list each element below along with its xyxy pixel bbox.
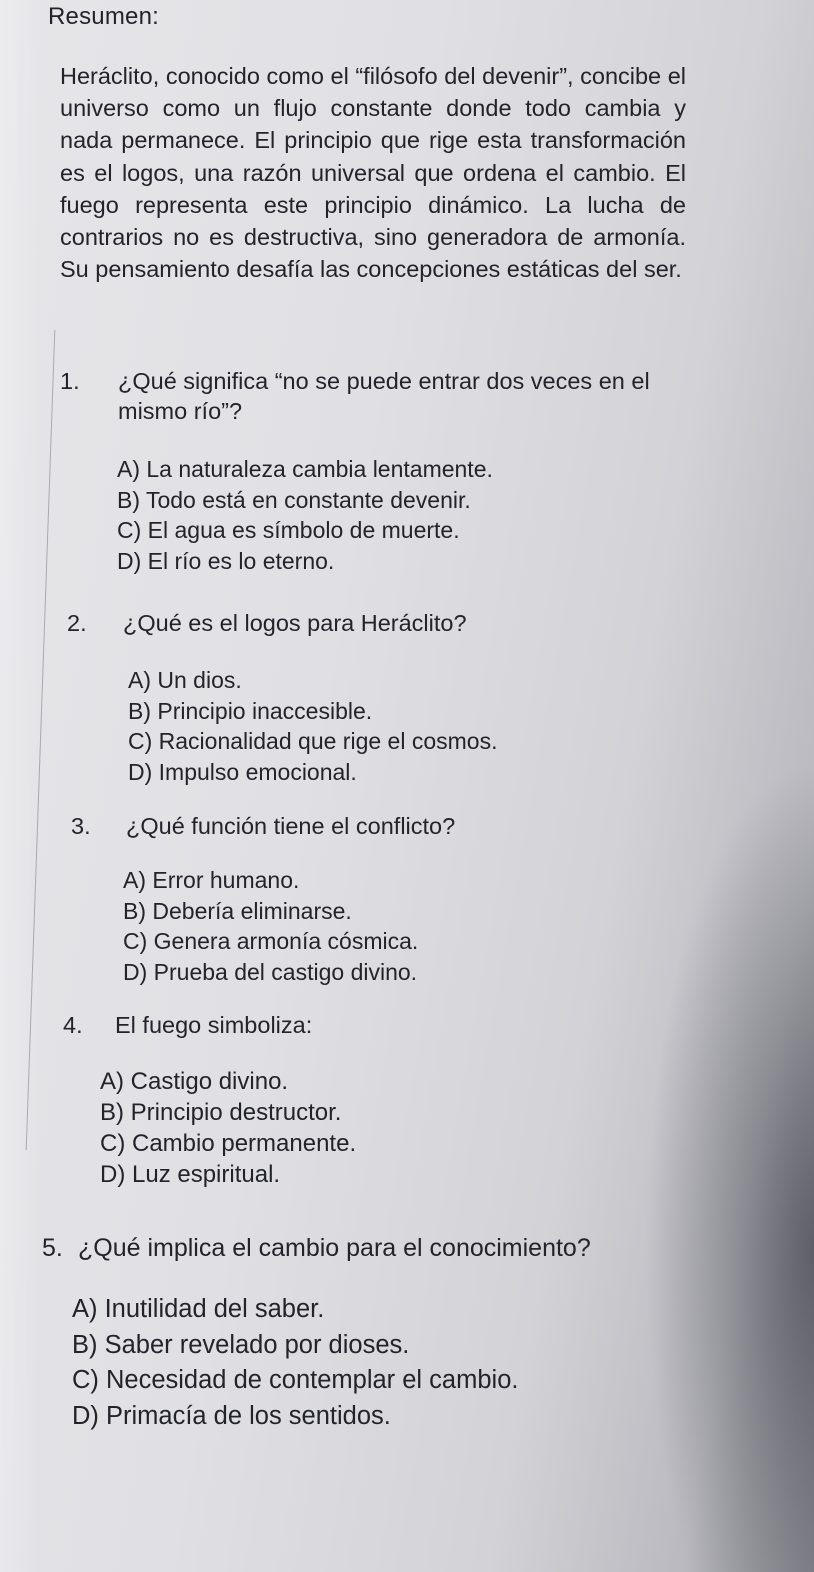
question-number: 2. [67,610,87,636]
option-b: B) Todo está en constante devenir. [117,486,471,513]
option-b: B) Debería eliminarse. [123,897,352,924]
question-4-options [100,1066,356,1190]
question-3-options [123,865,418,987]
option-c: C) Cambio permanente. [100,1130,357,1157]
question-text: ¿Qué es el logos para Heráclito? [123,610,467,636]
option-a: A) Un dios. [128,667,242,693]
question-2 [67,608,467,638]
summary-text: Heráclito, conocido como el “filósofo del devenir”, concibe el universo como un flujo constante donde todo cambia y nada permanece. El principio que rige esta transformación es el logos, una razón universal que ordena el cambio. El fuego representa este principio dinámico. La lucha de contrarios no es destructiva, sino generadora de armonía. Su pensamiento desafía las concepciones estáticas del ser. [60,63,686,283]
question-4 [63,1010,312,1040]
option-c: C) Necesidad de contemplar el cambio. [72,1366,519,1394]
question-text-continuation: mismo río”? [118,398,243,424]
question-text: El fuego simboliza: [115,1012,313,1038]
question-2-options [128,665,497,787]
option-d: D) Impulso emocional. [128,758,357,785]
question-3 [71,811,455,841]
option-d: D) Primacía de los sentidos. [72,1401,391,1430]
question-number: 5. [42,1234,63,1262]
question-5-options [72,1292,518,1434]
question-text: ¿Qué significa “no se puede entrar dos veces en el [118,368,650,394]
option-d: D) Luz espiritual. [100,1161,281,1188]
option-c: C) El agua es símbolo de muerte. [117,517,460,543]
option-a: A) Castigo divino. [100,1068,289,1095]
question-text: ¿Qué implica el cambio para el conocimiento? [78,1234,591,1262]
summary-heading: Resumen: [48,3,159,30]
option-a: A) Error humano. [123,867,300,893]
option-b: B) Principio destructor. [100,1099,342,1126]
option-d: D) Prueba del castigo divino. [123,958,418,985]
option-d: D) El río es lo eterno. [117,547,335,574]
option-a: A) La naturaleza cambia lentamente. [117,456,493,482]
question-text: ¿Qué función tiene el conflicto? [126,813,456,839]
question-number: 4. [63,1012,83,1038]
option-c: C) Genera armonía cósmica. [123,928,419,954]
option-c: C) Racionalidad que rige el cosmos. [128,728,498,754]
question-1 [60,366,700,426]
question-number: 1. [60,368,80,394]
question-1-options [117,454,493,576]
question-number: 3. [71,813,91,839]
option-b: B) Principio inaccesible. [128,697,373,724]
summary-paragraph [60,60,686,285]
question-5 [42,1233,591,1263]
option-b: B) Saber revelado por dioses. [72,1330,410,1359]
option-a: A) Inutilidad del saber. [72,1295,325,1323]
